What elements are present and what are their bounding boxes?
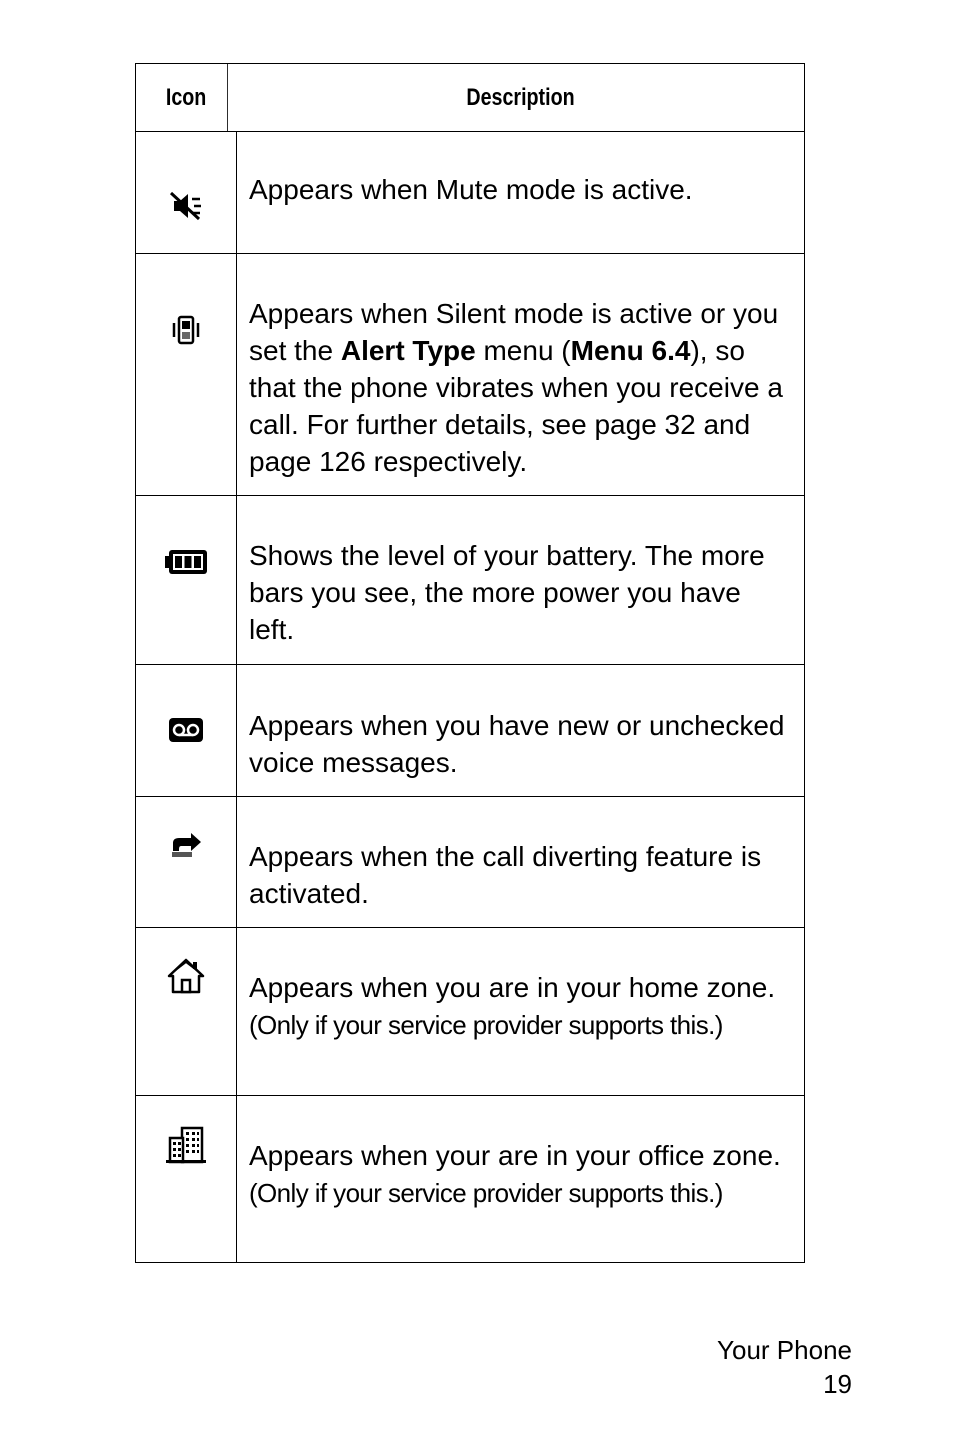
table-row — [136, 131, 804, 253]
row-description: Appears when you are in your home zone. (Only if your service provider supports this.) — [249, 972, 776, 1040]
column-header-description: Description — [466, 84, 575, 111]
table-row — [136, 796, 804, 927]
icon-cell — [136, 132, 237, 253]
icon-cell — [136, 797, 237, 927]
home-zone-icon — [167, 958, 205, 994]
table-header-row — [136, 64, 804, 131]
column-header-icon: Icon — [145, 64, 228, 131]
voicemail-icon — [168, 717, 204, 743]
table-row — [136, 1095, 804, 1262]
table-row — [136, 495, 804, 664]
table-row — [136, 253, 804, 495]
section-name: Your Phone — [717, 1335, 852, 1365]
row-description: Appears when the call diverting feature is activated. — [249, 841, 762, 909]
icon-cell — [136, 254, 237, 495]
alert-type-menu: Alert Type — [340, 335, 476, 366]
row-description: Appears when your are in your office zone. (Only if your service provider supports this.) — [249, 1140, 781, 1208]
page-number: 19 — [823, 1369, 852, 1399]
call-divert-icon — [169, 833, 203, 859]
icon-table — [135, 63, 805, 1263]
table-row — [136, 664, 804, 796]
menu-number: Menu 6.4 — [570, 335, 691, 366]
row-description: Appears when you have new or unchecked voice messages. — [249, 710, 785, 778]
mute-icon — [168, 188, 204, 224]
battery-icon — [164, 548, 208, 576]
icon-cell — [136, 1096, 237, 1262]
row-description: Appears when Mute mode is active. — [249, 174, 693, 205]
vibrate-icon — [170, 314, 202, 346]
row-description: Shows the level of your battery. The more bars you see, the more power you have left. — [249, 540, 765, 645]
table-row — [136, 927, 804, 1095]
row-description: Appears when Silent mode is active or you set the Alert Type menu (Menu 6.4), so that the phone vibrates when you receive a call. For further details, see page 32 and page 126 respectively. — [249, 298, 783, 477]
office-zone-icon — [166, 1126, 206, 1164]
icon-cell — [136, 665, 237, 796]
icon-cell — [136, 496, 237, 664]
icon-cell — [136, 928, 237, 1095]
page-footer — [717, 1333, 852, 1401]
